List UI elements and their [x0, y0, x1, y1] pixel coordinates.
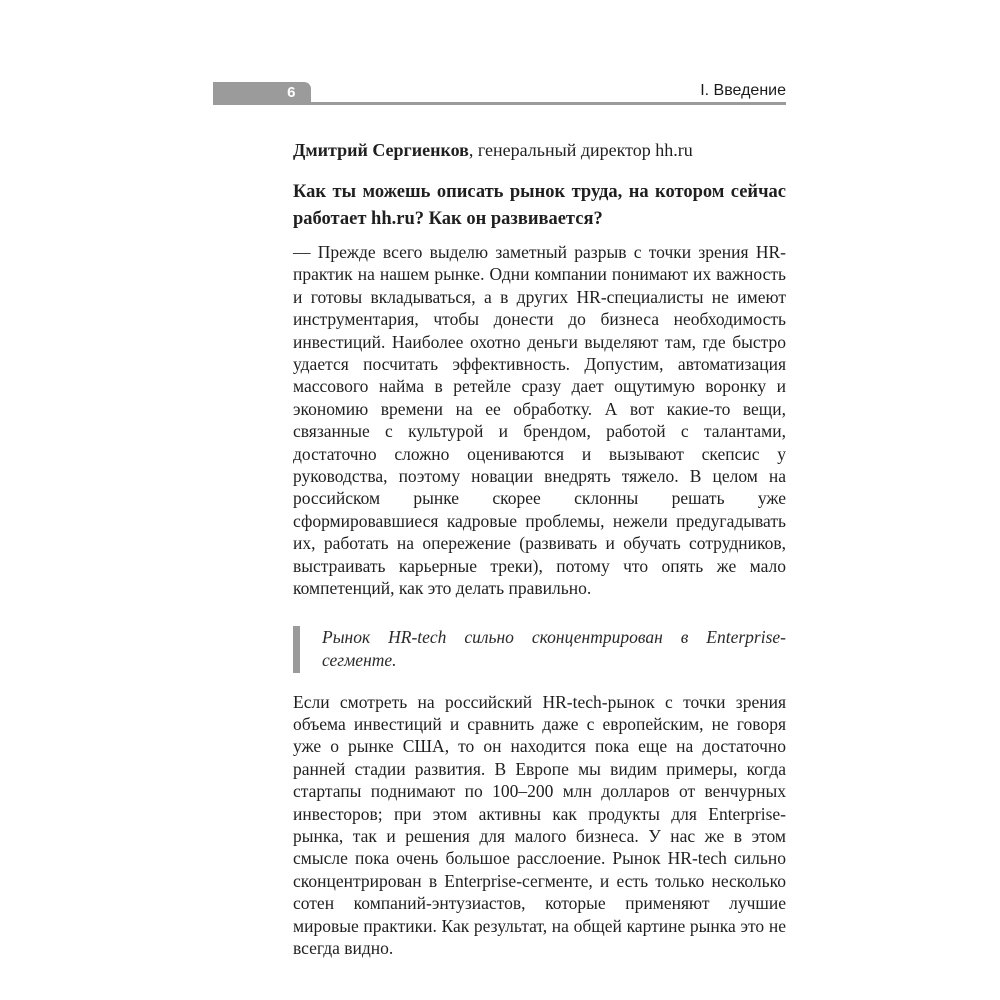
running-head-section-title: I. Введение — [700, 82, 786, 99]
second-paragraph: Если смотреть на российский HR-tech-рынок с точки зрения объема инвестиций и сравнить даже с европейским, не говоря уже о рынке США, то он находится пока еще на достаточно ранней стадии развития. В Европе мы видим примеры, когда стартапы поднимают по 100–200 млн долларов от венчурных инвесторов; при этом активны как продукты для Enterprise-рынка, так и решения для малого бизнеса. У нас же в этом смысле пока очень большое расслоение. Рынок HR-tech сильно сконцентрирован в Enterprise-сегменте, и есть только несколько сотен компаний-энтузиастов, которые применяют лучшие мировые практики. Как результат, на общей картине рынка это не всегда видно. — [293, 691, 786, 958]
byline — [293, 138, 786, 162]
byline-role: , генеральный директор hh.ru — [468, 140, 693, 160]
quote-text: Рынок HR-tech сильно сконцентрирован в Enterprise-сегменте. — [322, 626, 786, 670]
pull-quote — [293, 626, 786, 673]
page-number-tab — [213, 82, 311, 103]
header-rule — [213, 102, 786, 105]
byline-name: Дмитрий Сергиенков — [293, 140, 469, 160]
answer-paragraph: — Прежде всего выделю заметный разрыв с точки зрения HR-практик на нашем рынке. Одни компании понимают их важность и готовы вкладываться, а в других HR-специалисты не имеют инструментария, чтобы донести до бизнеса необходимость инвестиций. Наиболее охотно деньги выделяют там, где быстро удается посчитать эффективность. Допустим, автоматизация массового найма в ретейле сразу дает ощутимую воронку и экономию времени на ее обработку. А вот какие-то вещи, связанные с культурой и брендом, работой с талантами, достаточно сложно оцениваются и вызывают скепсис у руководства, поэтому новации внедрять тяжело. В целом на российском рынке скорее склонны решать уже сформировавшиеся кадровые проблемы, нежели предугадывать их, работать на опережение (развивать и обучать сотрудников, выстраивать карьерные треки), потому что опять же мало компетенций, как это делать правильно. — [293, 242, 786, 599]
page-number: 6 — [287, 84, 296, 101]
interview-question: Как ты можешь описать рынок труда, на котором сейчас работает hh.ru? Как он развивается? — [293, 182, 786, 229]
text-column — [293, 138, 786, 959]
quote-bar — [293, 626, 300, 673]
